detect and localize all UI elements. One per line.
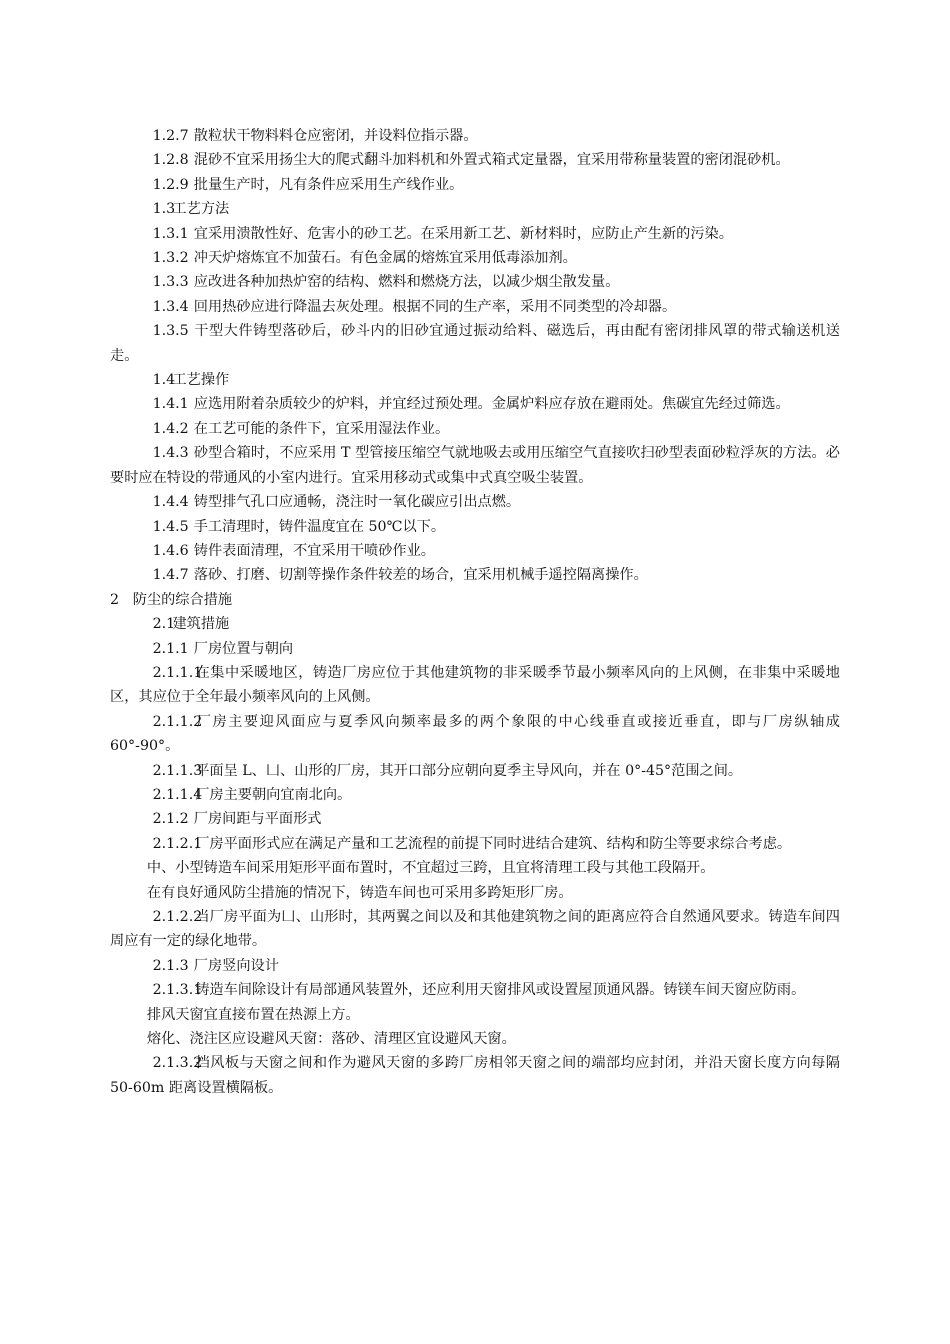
clause-text: 散粒状干物料料仓应密闭，并设料位指示器。 [193, 128, 478, 144]
paragraph-1-4-6 [110, 539, 840, 563]
subsection-number: 2.1.1 [152, 640, 189, 657]
paragraph-1-4-7 [110, 563, 840, 587]
paragraph-2-1-2-1 [110, 832, 840, 856]
paragraph-continuation [110, 881, 840, 905]
clause-number: 1.4.6 [152, 542, 189, 559]
clause-text: 回用热砂应进行降温去灰处理。根据不同的生产率，采用不同类型的冷却器。 [193, 298, 677, 315]
clause-number: 2.1.1.3 [152, 762, 203, 779]
clause-number: 2.1.2.2 [152, 909, 203, 925]
chapter-heading-2 [110, 588, 840, 612]
clause-text: 应改进各种加热炉窑的结构、燃料和燃烧方法，以减少烟尘散发量。 [193, 274, 620, 291]
clause-text: 挡风板与天窗之间和作为避风天窗的多跨厂房相邻天窗之间的端部均应封闭，并沿天窗长度方向每隔 50-60m 距离设置横隔板。 [110, 1055, 840, 1096]
paragraph-2-1-3-2 [110, 1051, 840, 1100]
subsection-heading-2-1-3 [110, 954, 840, 978]
clause-text: 铸件表面清理，不宜采用干喷砂作业。 [193, 542, 435, 559]
clause-number: 1.3.5 [152, 323, 189, 340]
section-heading-2-1 [110, 612, 840, 636]
paragraph-continuation [110, 856, 840, 880]
paragraph-2-1-3-1 [110, 978, 840, 1002]
clause-text: 宜采用溃散性好、危害小的砂工艺。在采用新工艺、新材料时，应防止产生新的污染。 [193, 225, 733, 242]
paragraph-text: 熔化、浇注区应设避风天窗：落砂、清理区宜设避风天窗。 [146, 1031, 516, 1048]
clause-text: 铸型排气孔口应通畅，浇注时一氧化碳应引出点燃。 [193, 494, 521, 511]
clause-text: 应选用附着杂质较少的炉料，并宜经过预处理。金属炉料应存放在避雨处。焦碳宜先经过筛选。 [193, 396, 790, 413]
clause-text: 批量生产时，凡有条件应采用生产线作业。 [193, 176, 464, 193]
paragraph-continuation [110, 1003, 840, 1027]
clause-text: 厂房主要迎风面应与夏季风向频率最多的两个象限的中心线垂直或接近垂直，即与厂房纵轴成 60°-90°。 [110, 713, 840, 755]
clause-text: 手工清理时，铸件温度宜在 50℃以下。 [193, 518, 446, 535]
clause-number: 1.3.4 [152, 298, 189, 315]
clause-number: 1.4.7 [152, 567, 189, 584]
clause-number: 1.4.4 [152, 494, 189, 511]
paragraph-1-3-1 [110, 222, 840, 246]
clause-number: 2.1.3.2 [152, 1055, 203, 1072]
clause-text: 厂房主要朝向宜南北向。 [195, 786, 352, 803]
clause-text: 干型大件铸型落砂后，砂斗内的旧砂宜通过振动给料、磁选后，再由配有密闭排风罩的带式输送机送走。 [110, 323, 840, 364]
paragraph-2-1-2-2 [110, 905, 840, 954]
section-heading-1-4 [110, 368, 840, 392]
paragraph-1-3-5 [110, 319, 840, 368]
clause-number: 1.3.3 [152, 274, 189, 291]
clause-number: 1.4.3 [152, 445, 189, 462]
section-title: 工艺操作 [172, 372, 230, 389]
paragraph-text: 在有良好通风防尘措施的情况下，铸造车间也可采用多跨矩形厂房。 [146, 884, 573, 901]
subsection-number: 2.1.2 [152, 811, 189, 828]
paragraph-1-4-3 [110, 441, 840, 490]
chapter-number: 2 [110, 591, 120, 608]
paragraph-continuation [110, 1027, 840, 1051]
subsection-title: 厂房位置与朝向 [193, 640, 294, 657]
clause-text: 在集中采暖地区，铸造厂房应位于其他建筑物的非采暖季节最小频率风向的上风侧，在非集中采暖地区，其应位于全年最小频率风向的上风侧。 [110, 664, 840, 706]
clause-number: 1.2.8 [152, 152, 189, 169]
clause-number: 2.1.1.4 [152, 786, 203, 803]
paragraph-1-2-8 [110, 148, 840, 172]
section-heading-1-3 [110, 197, 840, 221]
clause-text: 当厂房平面为凵、山形时，其两翼之间以及和其他建筑物之间的距离应符合自然通风要求。铸造车间四周应有一定的绿化地带。 [110, 909, 840, 950]
paragraph-1-4-4 [110, 490, 840, 514]
clause-number: 1.4.2 [152, 420, 189, 437]
subsection-title: 厂房竖向设计 [193, 957, 279, 974]
section-number: 1.3 [152, 201, 176, 218]
subsection-heading-2-1-1 [110, 637, 840, 661]
clause-number: 2.1.1.1 [152, 664, 203, 681]
chapter-title: 防尘的综合措施 [132, 591, 233, 608]
clause-text: 冲天炉熔炼宜不加萤石。有色金属的熔炼宜采用低毒添加剂。 [193, 250, 577, 267]
paragraph-1-2-9 [110, 173, 840, 197]
subsection-heading-2-1-2 [110, 807, 840, 831]
clause-text: 混砂不宜采用扬尘大的爬式翻斗加料机和外置式箱式定量器，宜采用带称量装置的密闭混砂机。 [193, 152, 790, 169]
paragraph-2-1-1-2 [110, 710, 840, 759]
clause-number: 1.2.9 [152, 176, 189, 193]
clause-text: 在工艺可能的条件下，宜采用湿法作业。 [193, 420, 450, 437]
paragraph-2-1-1-1 [110, 661, 840, 710]
paragraph-1-3-2 [110, 246, 840, 270]
clause-number: 2.1.1.2 [152, 713, 203, 730]
subsection-title: 厂房间距与平面形式 [193, 811, 322, 828]
section-number: 2.1 [152, 616, 176, 633]
clause-number: 1.4.5 [152, 518, 189, 535]
section-number: 1.4 [152, 372, 176, 389]
paragraph-text: 排风天窗宜直接布置在热源上方。 [146, 1006, 360, 1023]
clause-text: 铸造车间除设计有局部通风装置外，还应利用天窗排风或设置屋顶通风器。铸镁车间天窗应防雨。 [195, 982, 806, 999]
paragraph-2-1-1-4 [110, 783, 840, 807]
paragraph-1-3-4 [110, 295, 840, 319]
section-title: 工艺方法 [172, 201, 230, 218]
section-title: 建筑措施 [172, 616, 230, 633]
paragraph-1-4-2 [110, 417, 840, 441]
clause-text: 平面呈 L、凵、山形的厂房，其开口部分应朝向夏季主导风向，并在 0°-45°范围之间。 [195, 762, 743, 779]
document-page [110, 124, 840, 1100]
paragraph-1-2-7 [110, 124, 840, 148]
paragraph-1-4-1 [110, 392, 840, 416]
paragraph-2-1-1-3 [110, 759, 840, 783]
clause-text: 落砂、打磨、切割等操作条件较差的场合，宜采用机械手遥控隔离操作。 [193, 567, 648, 584]
clause-text: 厂房平面形式应在满足产量和工艺流程的前提下同时进结合建筑、结构和防尘等要求综合考虑。 [195, 835, 792, 852]
clause-number: 1.4.1 [152, 396, 189, 413]
subsection-number: 2.1.3 [152, 957, 189, 974]
clause-number: 1.2.7 [152, 128, 189, 144]
clause-number: 1.3.1 [152, 225, 189, 242]
paragraph-1-4-5 [110, 515, 840, 539]
clause-text: 砂型合箱时，不应采用 T 型管接压缩空气就地吸去或用压缩空气直接吹扫砂型表面砂粒浮灰的方法。必要时应在特设的带通风的小室内进行。宜采用移动式或集中式真空吸尘装置。 [110, 445, 840, 486]
clause-number: 1.3.2 [152, 250, 189, 267]
paragraph-1-3-3 [110, 270, 840, 294]
clause-number: 2.1.2.1 [152, 835, 203, 852]
clause-number: 2.1.3.1 [152, 982, 203, 999]
paragraph-text: 中、小型铸造车间采用矩形平面布置时，不宜超过三跨，且宜将清理工段与其他工段隔开。 [146, 860, 715, 877]
